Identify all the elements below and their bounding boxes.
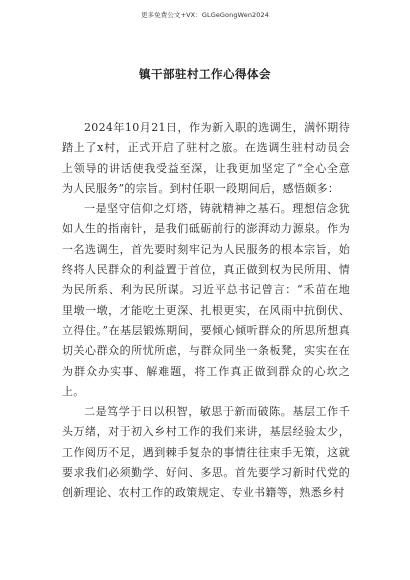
header-watermark-note: 更多免费公文+VX：GLGeGongWen2024 bbox=[140, 11, 269, 19]
document-body bbox=[62, 118, 350, 504]
paragraph-intro: 2024年10月21日，作为新入职的选调生，满怀期待踏上了x村，正式开启了驻村之旅。在选调生驻村动员会上领导的讲话使我受益至深，让我更加坚定了“全心全意为人民服务”的宗旨。到村任职一段期间后，感悟颇多： bbox=[62, 121, 350, 195]
paragraph-point-one: 一是坚守信仰之灯塔，铸就精神之基石。理想信念犹如人生的指南针，是我们砥砺前行的澎湃动力源泉。作为一名选调生，首先要时刻牢记为人民服务的根本宗旨，始终将人民群众的利益置于首位，真正做到权为民所用、情为民所系、利为民所谋。习近平总书记曾言：“禾苗在地里墩一墩，才能吃土更深、扎根更实，在风雨中抗倒伏、立得住。”在基层锻炼期间，要倾心倾听群众的所思所想真切关心群众的所忧所虑，与群众同坐一条板凳，实实在在为群众办实事、解难题，将工作真正做到群众的心坎之上。 bbox=[62, 202, 350, 398]
paragraph-point-two: 二是笃学于日以积智，敏思于新而破陈。基层工作千头万绪，对于初入乡村工作的我们来讲，基层经验太少，工作阅历不足，遇到棘手复杂的事情往往束手无策，这就要求我们必须勤学、好问、多思。首先要学习新时代党的创新理论、农村工作的政策规定、专业书籍等，熟悉乡村 bbox=[62, 405, 350, 500]
document-title: 镇干部驻村工作心得体会 bbox=[139, 67, 271, 81]
